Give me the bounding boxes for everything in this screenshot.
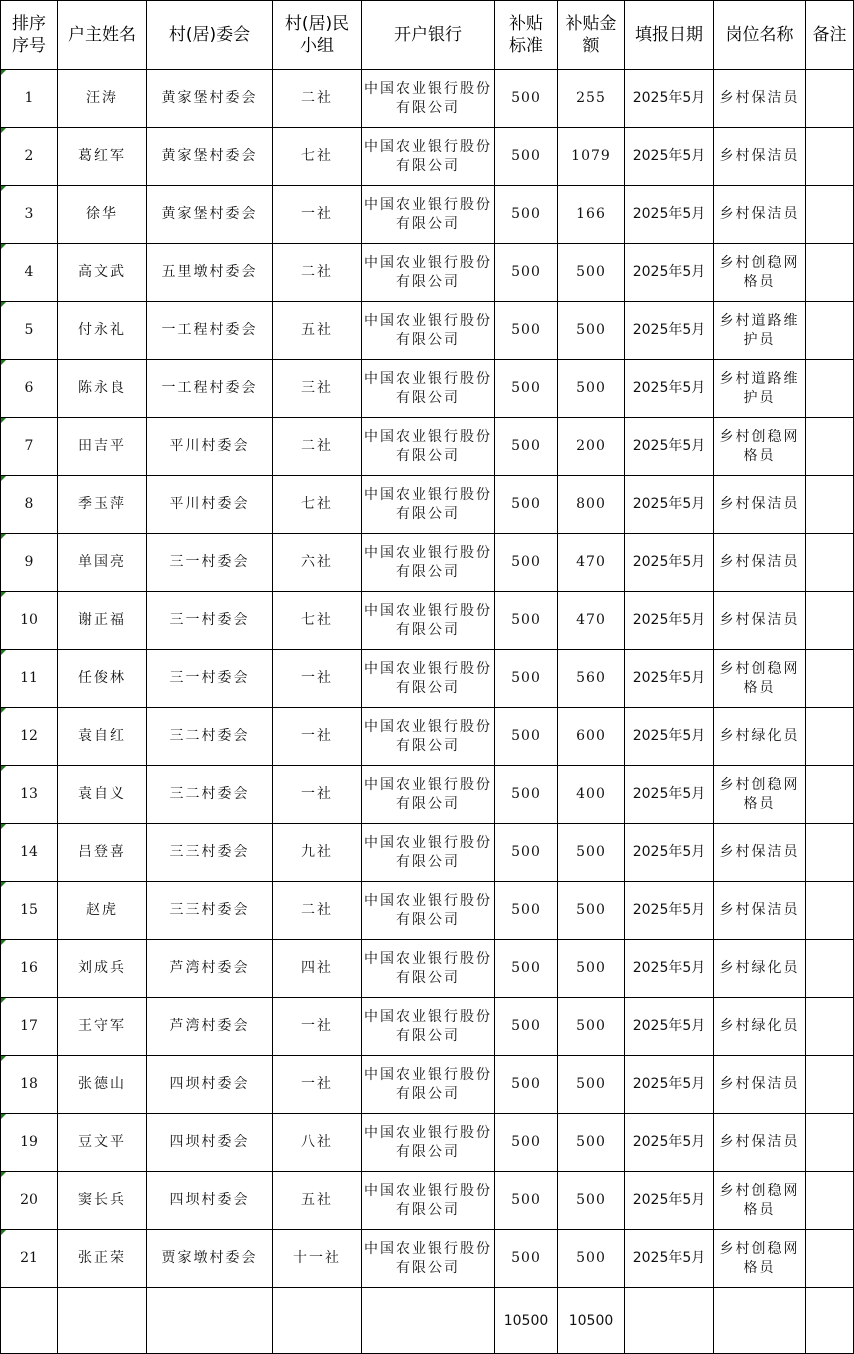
cell-marker-icon bbox=[1, 1230, 6, 1235]
table-row bbox=[1, 824, 854, 882]
cell-standard: 500 bbox=[495, 244, 558, 302]
cell-remark bbox=[806, 708, 854, 766]
cell-standard: 500 bbox=[495, 360, 558, 418]
cell-seq: 21 bbox=[1, 1230, 58, 1288]
cell-date: 2025年5月 bbox=[625, 360, 714, 418]
cell-remark bbox=[806, 302, 854, 360]
cell-bank: 中国农业银行股份有限公司 bbox=[362, 1230, 495, 1288]
cell-amount: 800 bbox=[558, 476, 625, 534]
total-committee-cell bbox=[147, 1288, 273, 1354]
cell-name: 刘成兵 bbox=[58, 940, 147, 998]
cell-committee: 平川村委会 bbox=[147, 476, 273, 534]
cell-name: 葛红军 bbox=[58, 128, 147, 186]
cell-date: 2025年5月 bbox=[625, 592, 714, 650]
cell-post: 乡村绿化员 bbox=[714, 940, 806, 998]
table-row bbox=[1, 534, 854, 592]
cell-seq: 3 bbox=[1, 186, 58, 244]
cell-post: 乡村保洁员 bbox=[714, 70, 806, 128]
cell-seq: 9 bbox=[1, 534, 58, 592]
cell-seq: 20 bbox=[1, 1172, 58, 1230]
cell-amount: 600 bbox=[558, 708, 625, 766]
header-name: 户主姓名 bbox=[58, 1, 147, 70]
cell-group: 七社 bbox=[273, 128, 362, 186]
cell-name: 袁自红 bbox=[58, 708, 147, 766]
cell-standard: 500 bbox=[495, 186, 558, 244]
cell-post: 乡村绿化员 bbox=[714, 998, 806, 1056]
cell-bank: 中国农业银行股份有限公司 bbox=[362, 940, 495, 998]
cell-seq: 2 bbox=[1, 128, 58, 186]
cell-standard: 500 bbox=[495, 766, 558, 824]
cell-seq: 6 bbox=[1, 360, 58, 418]
table-row bbox=[1, 418, 854, 476]
cell-group: 八社 bbox=[273, 1114, 362, 1172]
cell-bank: 中国农业银行股份有限公司 bbox=[362, 766, 495, 824]
cell-remark bbox=[806, 476, 854, 534]
total-post-cell bbox=[714, 1288, 806, 1354]
cell-post: 乡村绿化员 bbox=[714, 708, 806, 766]
cell-amount: 200 bbox=[558, 418, 625, 476]
cell-seq: 13 bbox=[1, 766, 58, 824]
table-row bbox=[1, 360, 854, 418]
cell-seq: 18 bbox=[1, 1056, 58, 1114]
cell-committee: 一工程村委会 bbox=[147, 360, 273, 418]
cell-remark bbox=[806, 70, 854, 128]
cell-marker-icon bbox=[1, 708, 6, 713]
cell-marker-icon bbox=[1, 650, 6, 655]
cell-name: 陈永良 bbox=[58, 360, 147, 418]
cell-amount: 1079 bbox=[558, 128, 625, 186]
total-group-cell bbox=[273, 1288, 362, 1354]
cell-bank: 中国农业银行股份有限公司 bbox=[362, 302, 495, 360]
total-remark-cell bbox=[806, 1288, 854, 1354]
cell-remark bbox=[806, 534, 854, 592]
total-seq-cell bbox=[1, 1288, 58, 1354]
cell-post: 乡村道路维护员 bbox=[714, 360, 806, 418]
cell-remark bbox=[806, 1230, 854, 1288]
cell-committee: 四坝村委会 bbox=[147, 1114, 273, 1172]
table-row bbox=[1, 244, 854, 302]
cell-post: 乡村道路维护员 bbox=[714, 302, 806, 360]
cell-amount: 255 bbox=[558, 70, 625, 128]
cell-marker-icon bbox=[1, 940, 6, 945]
cell-group: 五社 bbox=[273, 1172, 362, 1230]
header-group: 村(居)民 小组 bbox=[273, 1, 362, 70]
cell-bank: 中国农业银行股份有限公司 bbox=[362, 244, 495, 302]
table-row bbox=[1, 1172, 854, 1230]
cell-post: 乡村保洁员 bbox=[714, 534, 806, 592]
cell-name: 赵虎 bbox=[58, 882, 147, 940]
cell-date: 2025年5月 bbox=[625, 1056, 714, 1114]
cell-group: 一社 bbox=[273, 186, 362, 244]
cell-committee: 贾家墩村委会 bbox=[147, 1230, 273, 1288]
total-standard: 10500 bbox=[495, 1288, 558, 1354]
table-row bbox=[1, 1230, 854, 1288]
header-bank: 开户银行 bbox=[362, 1, 495, 70]
cell-bank: 中国农业银行股份有限公司 bbox=[362, 1114, 495, 1172]
cell-amount: 166 bbox=[558, 186, 625, 244]
cell-date: 2025年5月 bbox=[625, 302, 714, 360]
header-seq: 排序 序号 bbox=[1, 1, 58, 70]
cell-group: 四社 bbox=[273, 940, 362, 998]
cell-group: 十一社 bbox=[273, 1230, 362, 1288]
cell-seq: 10 bbox=[1, 592, 58, 650]
cell-marker-icon bbox=[1, 766, 6, 771]
cell-standard: 500 bbox=[495, 1056, 558, 1114]
cell-remark bbox=[806, 592, 854, 650]
cell-date: 2025年5月 bbox=[625, 998, 714, 1056]
cell-date: 2025年5月 bbox=[625, 128, 714, 186]
cell-committee: 三一村委会 bbox=[147, 650, 273, 708]
table-row bbox=[1, 70, 854, 128]
table-row bbox=[1, 476, 854, 534]
cell-post: 乡村保洁员 bbox=[714, 476, 806, 534]
cell-amount: 500 bbox=[558, 882, 625, 940]
cell-name: 任俊林 bbox=[58, 650, 147, 708]
cell-seq: 14 bbox=[1, 824, 58, 882]
cell-seq: 16 bbox=[1, 940, 58, 998]
cell-marker-icon bbox=[1, 128, 6, 133]
cell-remark bbox=[806, 940, 854, 998]
header-remark: 备注 bbox=[806, 1, 854, 70]
cell-name: 汪涛 bbox=[58, 70, 147, 128]
cell-post: 乡村创稳网格员 bbox=[714, 244, 806, 302]
cell-bank: 中国农业银行股份有限公司 bbox=[362, 418, 495, 476]
cell-date: 2025年5月 bbox=[625, 824, 714, 882]
cell-date: 2025年5月 bbox=[625, 1230, 714, 1288]
cell-marker-icon bbox=[1, 244, 6, 249]
cell-marker-icon bbox=[1, 534, 6, 539]
cell-group: 九社 bbox=[273, 824, 362, 882]
cell-name: 张正荣 bbox=[58, 1230, 147, 1288]
cell-committee: 三三村委会 bbox=[147, 882, 273, 940]
cell-committee: 黄家堡村委会 bbox=[147, 128, 273, 186]
cell-bank: 中国农业银行股份有限公司 bbox=[362, 476, 495, 534]
cell-date: 2025年5月 bbox=[625, 70, 714, 128]
cell-bank: 中国农业银行股份有限公司 bbox=[362, 534, 495, 592]
table-row bbox=[1, 998, 854, 1056]
cell-post: 乡村创稳网格员 bbox=[714, 1172, 806, 1230]
cell-post: 乡村创稳网格员 bbox=[714, 650, 806, 708]
cell-name: 谢正福 bbox=[58, 592, 147, 650]
cell-group: 二社 bbox=[273, 244, 362, 302]
cell-seq: 8 bbox=[1, 476, 58, 534]
cell-group: 六社 bbox=[273, 534, 362, 592]
cell-committee: 四坝村委会 bbox=[147, 1056, 273, 1114]
cell-committee: 四坝村委会 bbox=[147, 1172, 273, 1230]
cell-post: 乡村保洁员 bbox=[714, 824, 806, 882]
cell-remark bbox=[806, 244, 854, 302]
cell-marker-icon bbox=[1, 186, 6, 191]
cell-seq: 15 bbox=[1, 882, 58, 940]
cell-date: 2025年5月 bbox=[625, 186, 714, 244]
cell-group: 一社 bbox=[273, 650, 362, 708]
header-committee: 村(居)委会 bbox=[147, 1, 273, 70]
cell-amount: 500 bbox=[558, 244, 625, 302]
total-bank-cell bbox=[362, 1288, 495, 1354]
table-row bbox=[1, 650, 854, 708]
total-amount: 10500 bbox=[558, 1288, 625, 1354]
header-post: 岗位名称 bbox=[714, 1, 806, 70]
cell-group: 一社 bbox=[273, 1056, 362, 1114]
table-row bbox=[1, 940, 854, 998]
cell-bank: 中国农业银行股份有限公司 bbox=[362, 128, 495, 186]
cell-group: 二社 bbox=[273, 418, 362, 476]
cell-remark bbox=[806, 1056, 854, 1114]
cell-seq: 4 bbox=[1, 244, 58, 302]
cell-marker-icon bbox=[1, 592, 6, 597]
cell-committee: 一工程村委会 bbox=[147, 302, 273, 360]
cell-marker-icon bbox=[1, 70, 6, 75]
cell-seq: 7 bbox=[1, 418, 58, 476]
cell-group: 七社 bbox=[273, 592, 362, 650]
cell-remark bbox=[806, 1114, 854, 1172]
cell-remark bbox=[806, 824, 854, 882]
cell-amount: 500 bbox=[558, 940, 625, 998]
cell-standard: 500 bbox=[495, 1172, 558, 1230]
cell-standard: 500 bbox=[495, 476, 558, 534]
cell-name: 张德山 bbox=[58, 1056, 147, 1114]
cell-name: 吕登喜 bbox=[58, 824, 147, 882]
table-row bbox=[1, 708, 854, 766]
cell-committee: 五里墩村委会 bbox=[147, 244, 273, 302]
cell-standard: 500 bbox=[495, 1230, 558, 1288]
cell-standard: 500 bbox=[495, 998, 558, 1056]
cell-remark bbox=[806, 128, 854, 186]
cell-post: 乡村创稳网格员 bbox=[714, 766, 806, 824]
cell-marker-icon bbox=[1, 418, 6, 423]
cell-amount: 500 bbox=[558, 1056, 625, 1114]
cell-bank: 中国农业银行股份有限公司 bbox=[362, 882, 495, 940]
cell-marker-icon bbox=[1, 1056, 6, 1061]
cell-standard: 500 bbox=[495, 940, 558, 998]
cell-marker-icon bbox=[1, 360, 6, 365]
cell-bank: 中国农业银行股份有限公司 bbox=[362, 650, 495, 708]
cell-marker-icon bbox=[1, 476, 6, 481]
cell-date: 2025年5月 bbox=[625, 1114, 714, 1172]
cell-seq: 19 bbox=[1, 1114, 58, 1172]
table-row bbox=[1, 128, 854, 186]
table-row bbox=[1, 1114, 854, 1172]
table-row bbox=[1, 592, 854, 650]
table-row bbox=[1, 302, 854, 360]
cell-amount: 470 bbox=[558, 534, 625, 592]
cell-seq: 11 bbox=[1, 650, 58, 708]
cell-standard: 500 bbox=[495, 824, 558, 882]
cell-amount: 400 bbox=[558, 766, 625, 824]
cell-post: 乡村保洁员 bbox=[714, 592, 806, 650]
cell-amount: 500 bbox=[558, 824, 625, 882]
cell-marker-icon bbox=[1, 824, 6, 829]
cell-bank: 中国农业银行股份有限公司 bbox=[362, 708, 495, 766]
cell-name: 袁自义 bbox=[58, 766, 147, 824]
cell-bank: 中国农业银行股份有限公司 bbox=[362, 186, 495, 244]
total-name-cell bbox=[58, 1288, 147, 1354]
cell-bank: 中国农业银行股份有限公司 bbox=[362, 1172, 495, 1230]
cell-amount: 470 bbox=[558, 592, 625, 650]
cell-committee: 黄家堡村委会 bbox=[147, 70, 273, 128]
header-row bbox=[1, 1, 854, 70]
cell-marker-icon bbox=[1, 1172, 6, 1177]
cell-amount: 500 bbox=[558, 1172, 625, 1230]
cell-seq: 1 bbox=[1, 70, 58, 128]
header-amount: 补贴金 额 bbox=[558, 1, 625, 70]
table-row bbox=[1, 766, 854, 824]
cell-name: 付永礼 bbox=[58, 302, 147, 360]
cell-amount: 500 bbox=[558, 1230, 625, 1288]
cell-group: 一社 bbox=[273, 998, 362, 1056]
cell-group: 一社 bbox=[273, 708, 362, 766]
table-row bbox=[1, 882, 854, 940]
table-row bbox=[1, 1056, 854, 1114]
cell-remark bbox=[806, 360, 854, 418]
cell-date: 2025年5月 bbox=[625, 882, 714, 940]
cell-committee: 三二村委会 bbox=[147, 766, 273, 824]
cell-bank: 中国农业银行股份有限公司 bbox=[362, 70, 495, 128]
cell-remark bbox=[806, 186, 854, 244]
cell-name: 窦长兵 bbox=[58, 1172, 147, 1230]
cell-amount: 500 bbox=[558, 1114, 625, 1172]
cell-standard: 500 bbox=[495, 128, 558, 186]
cell-amount: 500 bbox=[558, 998, 625, 1056]
cell-name: 田吉平 bbox=[58, 418, 147, 476]
cell-standard: 500 bbox=[495, 592, 558, 650]
cell-post: 乡村保洁员 bbox=[714, 882, 806, 940]
cell-marker-icon bbox=[1, 882, 6, 887]
cell-date: 2025年5月 bbox=[625, 940, 714, 998]
cell-post: 乡村创稳网格员 bbox=[714, 418, 806, 476]
cell-remark bbox=[806, 650, 854, 708]
cell-remark bbox=[806, 766, 854, 824]
cell-group: 七社 bbox=[273, 476, 362, 534]
cell-standard: 500 bbox=[495, 302, 558, 360]
cell-amount: 500 bbox=[558, 302, 625, 360]
total-date-cell bbox=[625, 1288, 714, 1354]
cell-date: 2025年5月 bbox=[625, 476, 714, 534]
cell-name: 徐华 bbox=[58, 186, 147, 244]
cell-marker-icon bbox=[1, 1114, 6, 1119]
cell-committee: 三一村委会 bbox=[147, 534, 273, 592]
cell-remark bbox=[806, 1172, 854, 1230]
cell-committee: 三三村委会 bbox=[147, 824, 273, 882]
cell-name: 单国亮 bbox=[58, 534, 147, 592]
header-standard: 补贴 标准 bbox=[495, 1, 558, 70]
cell-seq: 5 bbox=[1, 302, 58, 360]
cell-remark bbox=[806, 998, 854, 1056]
cell-bank: 中国农业银行股份有限公司 bbox=[362, 592, 495, 650]
cell-remark bbox=[806, 882, 854, 940]
cell-seq: 12 bbox=[1, 708, 58, 766]
cell-group: 二社 bbox=[273, 882, 362, 940]
cell-committee: 芦湾村委会 bbox=[147, 998, 273, 1056]
cell-committee: 三二村委会 bbox=[147, 708, 273, 766]
cell-post: 乡村创稳网格员 bbox=[714, 1230, 806, 1288]
cell-post: 乡村保洁员 bbox=[714, 186, 806, 244]
cell-committee: 芦湾村委会 bbox=[147, 940, 273, 998]
cell-group: 一社 bbox=[273, 766, 362, 824]
cell-post: 乡村保洁员 bbox=[714, 128, 806, 186]
cell-amount: 560 bbox=[558, 650, 625, 708]
cell-bank: 中国农业银行股份有限公司 bbox=[362, 824, 495, 882]
table-body bbox=[1, 70, 854, 1288]
cell-standard: 500 bbox=[495, 534, 558, 592]
cell-bank: 中国农业银行股份有限公司 bbox=[362, 998, 495, 1056]
cell-marker-icon bbox=[1, 998, 6, 1003]
cell-post: 乡村保洁员 bbox=[714, 1114, 806, 1172]
cell-standard: 500 bbox=[495, 1114, 558, 1172]
cell-marker-icon bbox=[1, 302, 6, 307]
cell-standard: 500 bbox=[495, 418, 558, 476]
cell-committee: 三一村委会 bbox=[147, 592, 273, 650]
cell-bank: 中国农业银行股份有限公司 bbox=[362, 360, 495, 418]
cell-standard: 500 bbox=[495, 70, 558, 128]
cell-date: 2025年5月 bbox=[625, 244, 714, 302]
cell-name: 季玉萍 bbox=[58, 476, 147, 534]
cell-standard: 500 bbox=[495, 882, 558, 940]
cell-seq: 17 bbox=[1, 998, 58, 1056]
cell-date: 2025年5月 bbox=[625, 708, 714, 766]
cell-remark bbox=[806, 418, 854, 476]
header-date: 填报日期 bbox=[625, 1, 714, 70]
cell-group: 三社 bbox=[273, 360, 362, 418]
cell-amount: 500 bbox=[558, 360, 625, 418]
cell-group: 五社 bbox=[273, 302, 362, 360]
cell-date: 2025年5月 bbox=[625, 1172, 714, 1230]
cell-name: 王守军 bbox=[58, 998, 147, 1056]
cell-bank: 中国农业银行股份有限公司 bbox=[362, 1056, 495, 1114]
cell-name: 高文武 bbox=[58, 244, 147, 302]
cell-date: 2025年5月 bbox=[625, 534, 714, 592]
cell-committee: 黄家堡村委会 bbox=[147, 186, 273, 244]
cell-standard: 500 bbox=[495, 708, 558, 766]
cell-group: 二社 bbox=[273, 70, 362, 128]
cell-date: 2025年5月 bbox=[625, 650, 714, 708]
total-row bbox=[1, 1288, 854, 1354]
cell-name: 豆文平 bbox=[58, 1114, 147, 1172]
cell-date: 2025年5月 bbox=[625, 418, 714, 476]
table-row bbox=[1, 186, 854, 244]
cell-post: 乡村保洁员 bbox=[714, 1056, 806, 1114]
cell-committee: 平川村委会 bbox=[147, 418, 273, 476]
cell-standard: 500 bbox=[495, 650, 558, 708]
cell-date: 2025年5月 bbox=[625, 766, 714, 824]
